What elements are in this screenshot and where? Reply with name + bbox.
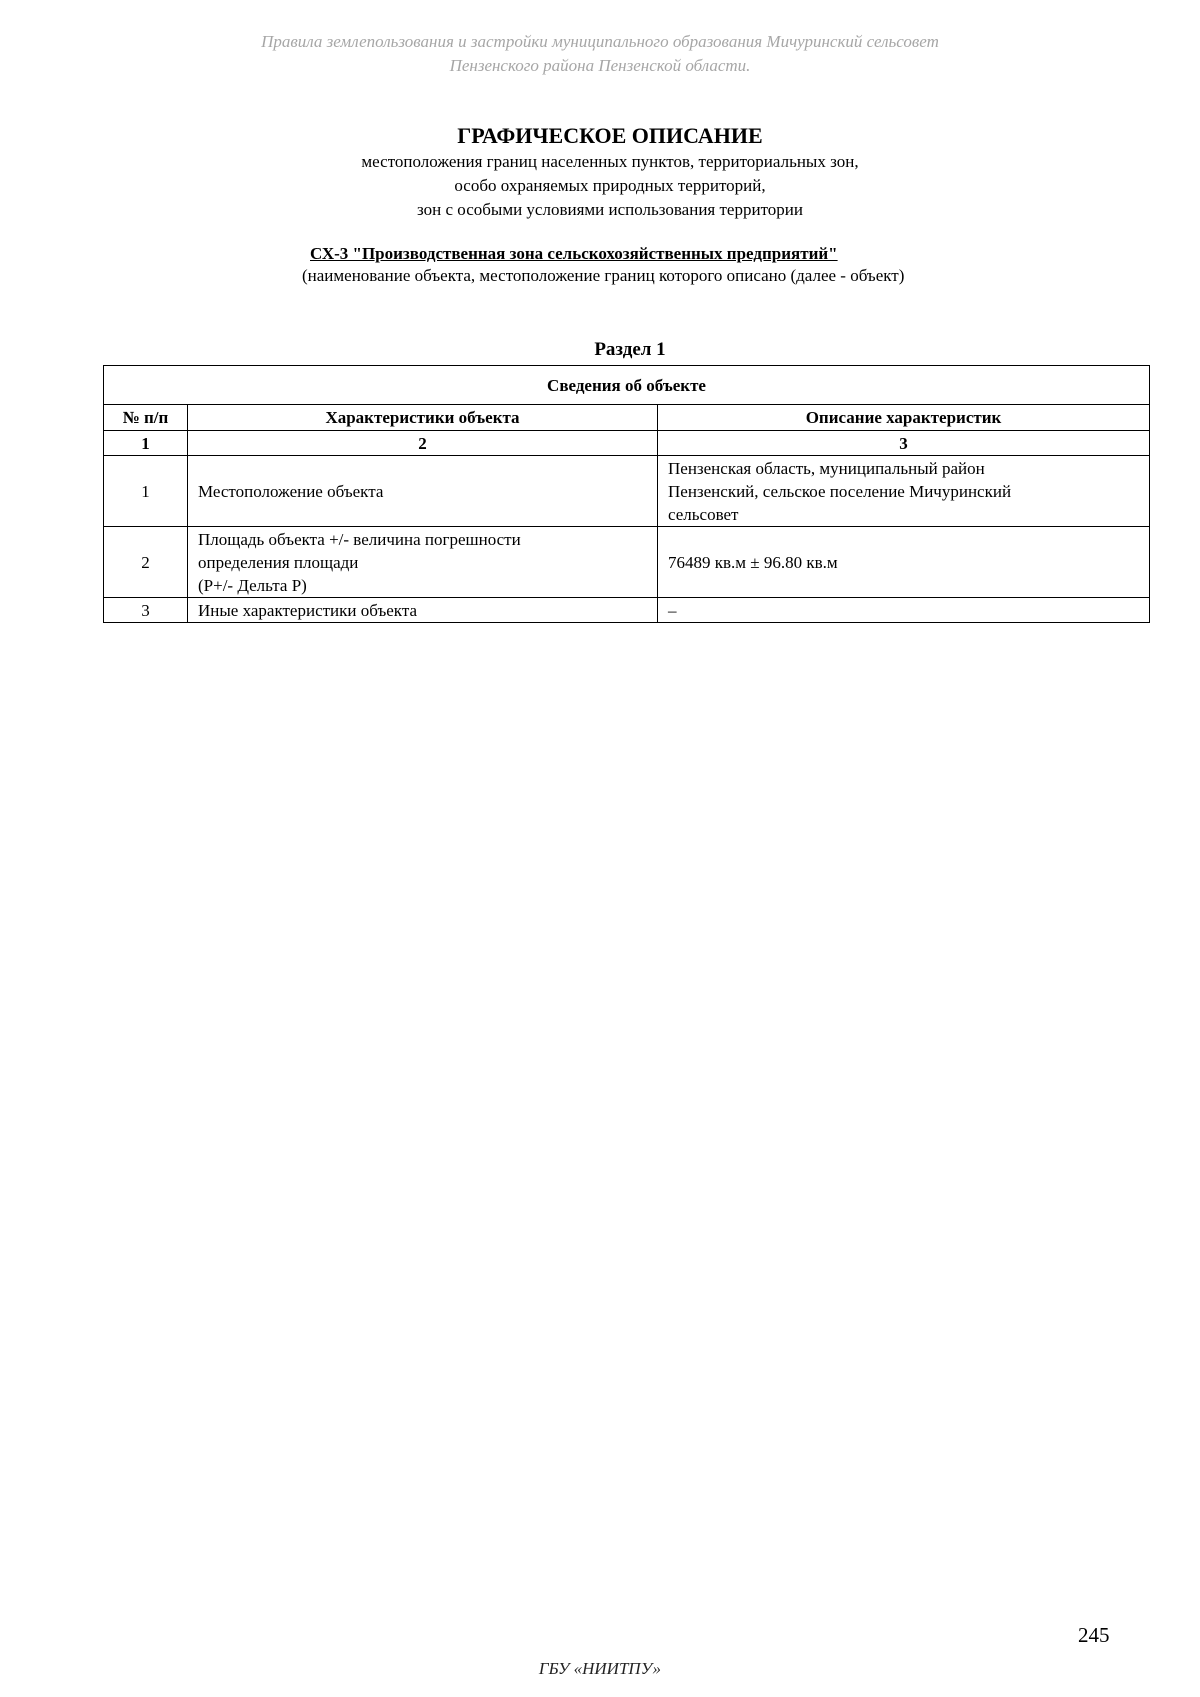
row-description-line: сельсовет [668,504,739,524]
document-title: ГРАФИЧЕСКОЕ ОПИСАНИЕ [457,123,763,148]
running-header-line-1: Правила землепользования и застройки муниципального образования Мичуринский сельсовет [261,32,939,51]
table-caption: Сведения об объекте [104,366,1150,405]
table-row [104,598,1150,623]
document-subtitle [10,150,1200,222]
subtitle-line-2: особо охраняемых природных территорий, [454,176,766,195]
table-row [104,456,1150,527]
row-description [658,456,1150,527]
row-description [658,527,1150,598]
column-number-2: 2 [188,431,658,456]
column-number-3: 3 [658,431,1150,456]
row-description-line: 76489 кв.м ± 96.80 кв.м [668,552,838,572]
table-header-row [104,405,1150,431]
row-characteristic [188,598,658,623]
running-header [0,30,1200,78]
section-heading: Раздел 1 [594,339,666,360]
row-characteristic [188,527,658,598]
row-description-line: Пензенская область, муниципальный район [668,458,985,478]
column-number-1: 1 [104,431,188,456]
subtitle-line-1: местоположения границ населенных пунктов, территориальных зон, [361,152,859,171]
header-description: Описание характеристик [658,405,1150,431]
column-number-row [104,431,1150,456]
header-number: № п/п [104,405,188,431]
row-characteristic-line: Иные характеристики объекта [198,600,418,620]
row-characteristic-line: Местоположение объекта [198,481,384,501]
row-description [658,598,1150,623]
object-caption: (наименование объекта, местоположение границ которого описано (далее - объект) [302,266,905,285]
row-characteristic-line: определения площади [198,552,359,572]
table-row [104,527,1150,598]
object-info-table [103,365,1150,623]
page-footer: ГБУ «НИИТПУ» [538,1659,662,1678]
row-characteristic-line: Площадь объекта +/- величина погрешности [198,529,521,549]
title-block [0,122,1200,222]
row-description-line: – [668,600,677,620]
row-number: 1 [104,456,188,527]
object-name: СХ-3 "Производственная зона сельскохозяйственных предприятий" [310,244,838,263]
table-caption-row [104,366,1150,405]
page-number: 245 [1078,1623,1110,1647]
subtitle-line-3: зон с особыми условиями использования территории [417,200,803,219]
row-characteristic [188,456,658,527]
row-description-line: Пензенский, сельское поселение Мичуринский [668,481,1012,501]
header-characteristic: Характеристики объекта [188,405,658,431]
row-number: 3 [104,598,188,623]
row-number: 2 [104,527,188,598]
row-characteristic-line: (P+/- Дельта P) [198,575,307,595]
running-header-line-2: Пензенского района Пензенской области. [449,56,751,75]
